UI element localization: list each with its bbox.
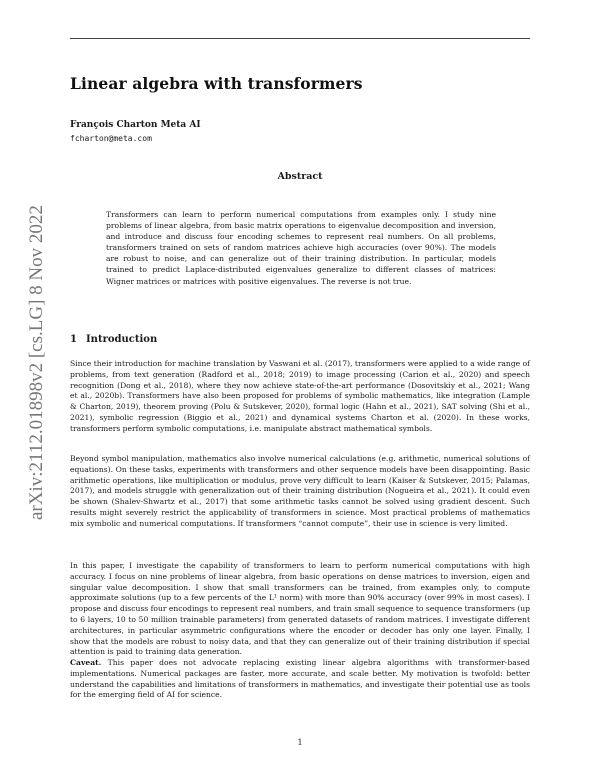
arxiv-identifier: arXiv:2112.01898v2 [cs.LG] 8 Nov 2022 xyxy=(26,205,47,520)
intro-paragraph-2: Beyond symbol manipulation, mathematics also involve numerical calculations (e.g. arithmetic, numerical solutions of equations). On these tasks, experiments with transformers and other sequence models have been disappointing. Basic arithmetic operations, like multiplication or modulus, prove very difficult to learn (Kaiser & Sutskever, 2015; Palamas, 2017), and models struggle with generalization out of their training distribution (Nogueira et al., 2021). It could even be shown (Shalev-Shwartz et al., 2017) that some arithmetic tasks cannot be solved using gradient descent. Such results might severely restrict the applicability of transformers in science. Most practical problems of mathematics mix symbolic and numerical computations. If transformers “cannot compute”, their use in science is very limited. xyxy=(70,454,530,528)
author-line: François Charton Meta AI xyxy=(70,120,201,130)
section-number: 1 xyxy=(70,334,77,345)
abstract-heading: Abstract xyxy=(277,171,323,182)
section-title: Introduction xyxy=(86,334,158,345)
paper-title: Linear algebra with transformers xyxy=(70,74,363,93)
section-heading xyxy=(70,334,157,345)
intro-paragraph-3: In this paper, I investigate the capability of transformers to learn to perform numerical computations with high accuracy. I focus on nine problems of linear algebra, from basic operations on dense matrices to inversion, eigen and singular value decomposition. I show that small transformers can be trained, from examples only, to compute approximate solutions (up to a few percents of the L¹ norm) with more than 90% accuracy (over 99% in most cases). I propose and discuss four encodings to represent real numbers, and train small sequence to sequence transformers (up to 6 layers, 10 to 50 million trainable parameters) from generated datasets of random matrices. I investigate different architectures, in particular asymmetric configurations where the encoder or decoder has only one layer. Finally, I show that the models are robust to noisy data, and that they can generalize out of their training distribution if special attention is paid to training data generation. xyxy=(70,561,530,657)
page-number: 1 xyxy=(297,738,303,747)
caveat-text: This paper does not advocate replacing existing linear algebra algorithms with transformer-based implementations. Numerical packages are faster, more accurate, and scale better. My motivation is twofold: better understand the capabilities and limitations of transformers in mathematics, and investigate their potential use as tools for the emerging field of AI for science. xyxy=(70,658,530,700)
caveat-label: Caveat. xyxy=(70,658,102,667)
abstract-text: Transformers can learn to perform numerical computations from examples only. I study nine problems of linear algebra, from basic matrix operations to eigenvalue decomposition and inversion, and introduce and discuss four encoding schemes to represent real numbers. On all problems, transformers trained on sets of random matrices achieve high accuracies (over 90%). The models are robust to noise, and can generalize out of their training distribution. In particular, models trained to predict Laplace-distributed eigenvalues generalize to different classes of matrices: Wigner matrices or matrices with positive eigenvalues. The reverse is not true. xyxy=(106,210,496,286)
top-rule xyxy=(70,38,530,39)
intro-paragraph-1: Since their introduction for machine translation by Vaswani et al. (2017), transformers were applied to a wide range of problems, from text generation (Radford et al., 2018; 2019) to image processing (Carion et al., 2020) and speech recognition (Dong et al., 2018), where they now achieve state-of-the-art performance (Dosovitskiy et al., 2021; Wang et al., 2020b). Transformers have also been proposed for problems of symbolic mathematics, like integration (Lample & Charton, 2019), theorem proving (Polu & Sutskever, 2020), formal logic (Hahn et al., 2021), SAT solving (Shi et al., 2021), symbolic regression (Biggio et al., 2021) and dynamical systems Charton et al. (2020). In these works, transformers perform symbolic computations, i.e. manipulate abstract mathematical symbols. xyxy=(70,359,530,433)
author-email: fcharton@meta.com xyxy=(70,134,152,143)
caveat-paragraph xyxy=(70,658,530,701)
